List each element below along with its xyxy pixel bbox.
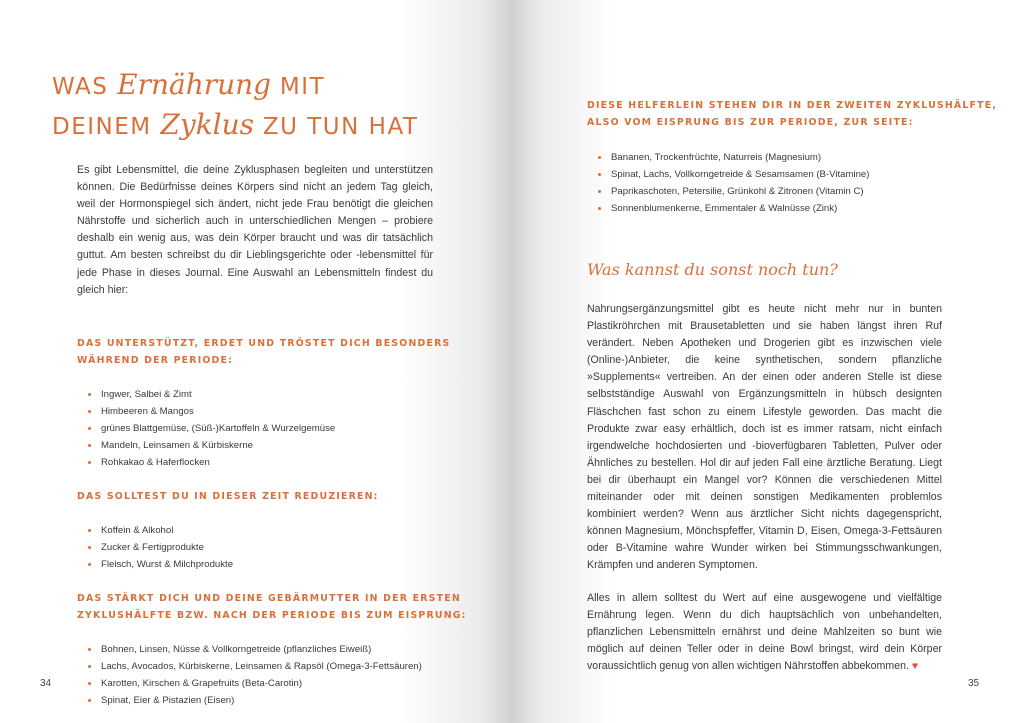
title-word: DEINEM bbox=[52, 114, 152, 140]
title-word: MIT bbox=[279, 74, 326, 100]
list-item: Paprikaschoten, Petersilie, Grünkohl & Zitronen (Vitamin C) bbox=[587, 183, 869, 200]
list-item: Karotten, Kirschen & Grapefruits (Beta-Carotin) bbox=[77, 675, 422, 692]
page-number-right: 35 bbox=[968, 678, 980, 689]
script-heading: Was kannst du sonst noch tun? bbox=[587, 260, 838, 279]
heading-line: ALSO VOM EISPRUNG BIS ZUR PERIODE, ZUR SEITE: bbox=[587, 117, 914, 128]
list-period-foods bbox=[77, 386, 335, 471]
section-heading-reduce: DAS SOLLTEST DU IN DIESER ZEIT REDUZIEREN: bbox=[77, 491, 379, 502]
list-item: Spinat, Eier & Pistazien (Eisen) bbox=[77, 692, 422, 709]
list-item: Lachs, Avocados, Kürbiskerne, Leinsamen & Rapsöl (Omega-3-Fettsäuren) bbox=[77, 658, 422, 675]
list-item: Sonnenblumenkerne, Emmentaler & Walnüsse (Zink) bbox=[587, 200, 869, 217]
section-heading-period bbox=[77, 335, 450, 369]
summary-text: Alles in allem solltest du Wert auf eine ausgewogene und vielfältige Ernährung legen. Wenn du dich hauptsächlich von unbehandelten, pflanzlichen Lebensmitteln ernährst und deine Mahlzeiten so bunt wie möglich auf deinen Teller oder in deine Bowl bringst, wird dein Körper voraussichtlich genug von allen wichtigen Nährstoffen abbekommen. bbox=[587, 592, 942, 673]
list-item: Zucker & Fertigprodukte bbox=[77, 539, 233, 556]
list-item: grünes Blattgemüse, (Süß-)Kartoffeln & Wurzelgemüse bbox=[77, 420, 335, 437]
list-item: Koffein & Alkohol bbox=[77, 522, 233, 539]
list-item: Mandeln, Leinsamen & Kürbiskerne bbox=[77, 437, 335, 454]
page-title bbox=[52, 66, 418, 146]
list-item: Fleisch, Wurst & Milchprodukte bbox=[77, 556, 233, 573]
list-item: Rohkakao & Haferflocken bbox=[77, 454, 335, 471]
summary-paragraph bbox=[587, 590, 942, 675]
title-line-2 bbox=[52, 106, 418, 146]
title-script-word: Ernährung bbox=[117, 68, 272, 101]
title-script-word: Zyklus bbox=[160, 108, 255, 141]
page-number-left: 34 bbox=[40, 678, 52, 689]
list-item: Ingwer, Salbei & Zimt bbox=[77, 386, 335, 403]
heading-line: ZYKLUSHÄLFTE BZW. NACH DER PERIODE BIS ZUM EISPRUNG: bbox=[77, 610, 467, 621]
list-item: Spinat, Lachs, Vollkorngetreide & Sesamsamen (B-Vitamine) bbox=[587, 166, 869, 183]
list-item: Bananen, Trockenfrüchte, Naturreis (Magnesium) bbox=[587, 149, 869, 166]
list-item: Bohnen, Linsen, Nüsse & Vollkorngetreide (pflanzliches Eiweiß) bbox=[77, 641, 422, 658]
heading-line: DAS STÄRKT DICH UND DEINE GEBÄRMUTTER IN DER ERSTEN bbox=[77, 593, 461, 604]
list-second-half-foods bbox=[587, 149, 869, 217]
heading-line: DIESE HELFERLEIN STEHEN DIR IN DER ZWEITEN ZYKLUSHÄLFTE, bbox=[587, 100, 998, 111]
title-line-1 bbox=[52, 66, 418, 106]
heart-icon: ♥ bbox=[911, 660, 919, 673]
list-item: Himbeeren & Mangos bbox=[77, 403, 335, 420]
list-reduce-foods bbox=[77, 522, 233, 573]
intro-paragraph: Es gibt Lebensmittel, die deine Zyklusphasen begleiten und unterstützen können. Die Bedürfnisse deines Körpers sind nicht an jedem Tag gleich, weil der Hormonspiegel sich ändert, nicht jede Frau benötigt die gleichen Nährstoffe und sicherlich auch in unterschiedlichen Mengen – probiere deshalb ein wenig aus, was dein Körper braucht und was dir tatsächlich guttut. Am besten schreibst du dir Lieblingsgerichte oder -lebensmittel für jede Phase in dieses Journal. Eine Auswahl an Lebensmitteln findest du gleich hier: bbox=[77, 164, 433, 296]
list-first-half-foods bbox=[77, 641, 422, 709]
title-word: ZU TUN HAT bbox=[262, 114, 419, 140]
heading-line: DAS UNTERSTÜTZT, ERDET UND TRÖSTET DICH BESONDERS bbox=[77, 338, 451, 349]
section-heading-first-half bbox=[77, 590, 467, 624]
section-heading-second-half bbox=[587, 97, 997, 131]
supplements-paragraph: Nahrungsergänzungsmittel gibt es heute nicht mehr nur in bunten Plastikröhrchen mit Brausetabletten und sie haben längst ihren Ruf verändert. Neben Apotheken und Drogerien gibt es inzwischen viele (Online-)Anbieter, die keine synthetischen, sondern pflanzliche »Supplements« vertreiben. An der einen oder anderen Stelle ist diese selbstständige Auswahl von Ergänzungsmitteln in hübsch designten Fläschchen fast schon zu einem Lifestyle geworden. Das macht die Produkte zwar easy erhältlich, doch ist es immer ratsam, nicht einfach irgendwelche hochdosierten und -bioverfügbaren Tabletten, Pulver oder Ähnliches zu bestellen. Hol dir auf jeden Fall eine ärztliche Beratung. Liegt bei dir überhaupt ein Mangel vor? Können die verschiedenen Mittel miteinander oder mit deinen sonstigen Medikamenten problemlos kombiniert werden? Wenn aus ärztlicher Sicht nichts dagegenspricht, können Magnesium, Mönchspfeffer, Vitamin D, Eisen, Omega-3-Fettsäuren oder B-Vitamine wahre Wunder wirken bei Stimmungsschwankungen, Krämpfen und anderen Symptomen. bbox=[587, 303, 942, 572]
title-word: WAS bbox=[52, 74, 109, 100]
heading-line: WÄHREND DER PERIODE: bbox=[77, 355, 234, 366]
